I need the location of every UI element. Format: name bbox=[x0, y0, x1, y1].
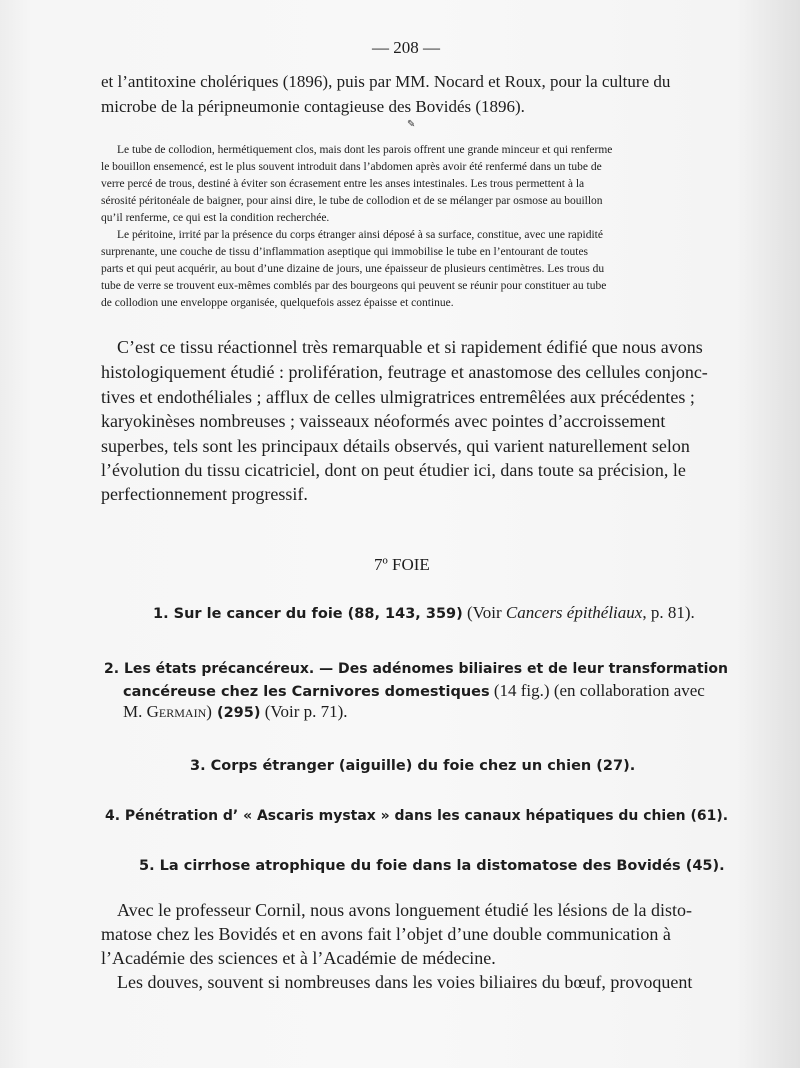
section-heading: 7º FOIE bbox=[374, 555, 430, 574]
entry-2-title: 2. Les états précancéreux. — Des adénomes biliaires et de leur transformation bbox=[104, 661, 729, 677]
footnote-line: le bouillon ensemencé, est le plus souvent introduit dans l’abdomen après avoir été renfermé dans un tube de bbox=[101, 161, 602, 173]
entry-2-author: Germain) bbox=[146, 702, 212, 721]
paragraph-line: tives et endothéliales ; afflux de celles ulmigratrices entremêlées aux précédentes ; bbox=[101, 387, 695, 407]
intro-line-2: microbe de la péripneumonie contagieuse des Bovidés (1896). bbox=[101, 97, 525, 116]
entry-5 bbox=[139, 856, 725, 874]
entry-1 bbox=[153, 603, 695, 623]
intro-line-1: et l’antitoxine cholériques (1896), puis par MM. Nocard et Roux, pour la culture du bbox=[101, 72, 671, 91]
ink-mark: ✎ bbox=[407, 119, 416, 130]
paragraph-line: superbes, tels sont les principaux détails observés, qui varient naturellement selon bbox=[101, 436, 690, 456]
footnote-line: qu’il renferme, ce qui est la condition recherchée. bbox=[101, 212, 330, 224]
paragraph-line: Les douves, souvent si nombreuses dans les voies biliaires du bœuf, provoquent bbox=[117, 972, 693, 992]
paragraph-line: l’Académie des sciences et à l’Académie de médecine. bbox=[101, 948, 496, 968]
entry-2-note: (14 fig.) (en collaboration avec bbox=[489, 681, 705, 700]
entry-3 bbox=[190, 756, 635, 774]
footnote-line: Le péritoine, irrité par la présence du corps étranger ainsi déposé à sa surface, constitue, avec une rapidité bbox=[117, 229, 603, 241]
paragraph-line: C’est ce tissu réactionnel très remarquable et si rapidement édifié que nous avons bbox=[117, 337, 703, 357]
entry-1-ref-italic: Cancers épithéliaux bbox=[505, 603, 643, 622]
entry-4 bbox=[105, 806, 728, 824]
footnote-line: verre percé de trous, destiné à éviter son écrasement entre les anses intestinales. Les trous permettent à la bbox=[101, 178, 585, 190]
entry-2-ref-page: (Voir p. 71). bbox=[260, 702, 348, 721]
entry-1-ref: (Voir bbox=[462, 603, 506, 622]
entry-1-title: 1. Sur le cancer du foie (88, 143, 359) bbox=[153, 606, 463, 622]
paragraph-line: karyokinèses nombreuses ; vaisseaux néoformés avec pointes d’accroissement bbox=[101, 411, 666, 431]
entry-5-title: 5. La cirrhose atrophique du foie dans la distomatose des Bovidés (45). bbox=[139, 858, 725, 874]
entry-2-title-cont: cancéreuse chez les Carnivores domestiques bbox=[123, 684, 490, 700]
entry-3-title: 3. Corps étranger (aiguille) du foie chez un chien (27). bbox=[190, 758, 636, 774]
paragraph-line: l’évolution du tissu cicatriciel, dont on peut étudier ici, dans toute sa précision, le bbox=[101, 460, 686, 480]
footnote-line: parts et qui peut acquérir, au bout d’une dizaine de jours, une épaisseur de plusieurs centimètres. Les trous du bbox=[101, 263, 605, 275]
entry-2-line-1 bbox=[104, 659, 728, 677]
paragraph-line: histologiquement étudié : prolifération, feutrage et anastomose des cellules conjonc- bbox=[101, 362, 708, 382]
footnote-line: sérosité péritonéale de baigner, pour ainsi dire, le tube de collodion et de se mélanger par osmose au bouillon bbox=[101, 195, 603, 207]
paragraph-line: Avec le professeur Cornil, nous avons longuement étudié les lésions de la disto- bbox=[117, 900, 693, 920]
entry-2-author-prefix: M. bbox=[123, 702, 147, 721]
paragraph-line: matose chez les Bovidés et en avons fait l’objet d’une double communication à bbox=[101, 924, 671, 944]
entry-2-line-3 bbox=[123, 702, 348, 722]
entry-1-ref-page: , p. 81). bbox=[642, 603, 695, 622]
paragraph-line: perfectionnement progressif. bbox=[101, 484, 308, 504]
entry-2-line-2 bbox=[123, 681, 705, 701]
footnote-line: de collodion une enveloppe organisée, quelquefois assez épaisse et continue. bbox=[101, 297, 454, 309]
footnote-line: tube de verre se trouvent eux-mêmes comblés par des bourgeons qui peuvent se réunir pour constituer au tube bbox=[101, 280, 607, 292]
footnote-line: surprenante, une couche de tissu d’inflammation aseptique qui immobilise le tube en l’entourant de toutes bbox=[101, 246, 589, 258]
entry-4-title: 4. Pénétration d’ « Ascaris mystax » dans les canaux hépatiques du chien (61). bbox=[105, 808, 729, 824]
entry-2-ref-number: (295) bbox=[211, 705, 261, 721]
page-number: — 208 — bbox=[372, 38, 440, 57]
footnote-line: Le tube de collodion, hermétiquement clos, mais dont les parois offrent une grande minceur et qui renferme bbox=[117, 144, 613, 156]
